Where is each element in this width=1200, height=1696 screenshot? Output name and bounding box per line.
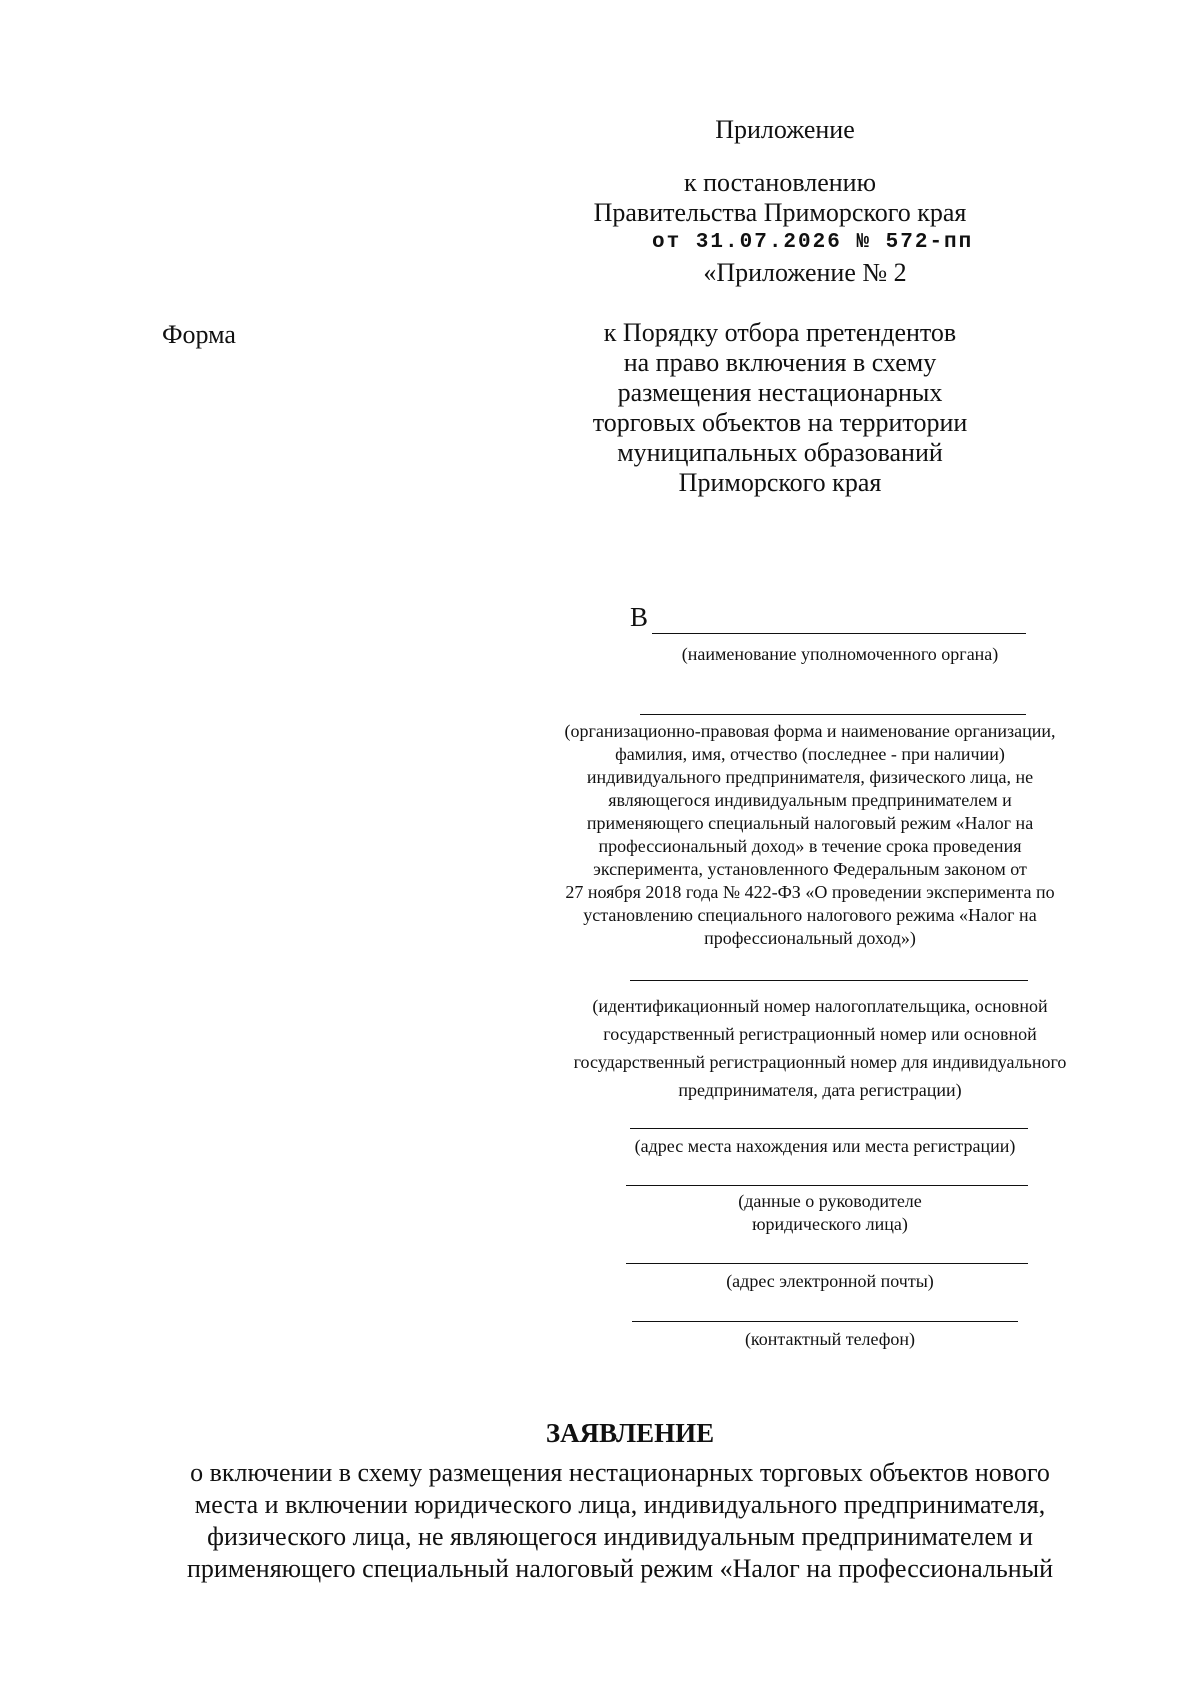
caption-line: предпринимателя, дата регистрации) [678,1080,962,1100]
to-resolution: к постановлению [683,168,877,197]
form-label: Форма [162,320,236,349]
authority-line [652,633,1026,634]
government-name: Правительства Приморского края [593,198,967,227]
address-line [630,1128,1028,1129]
caption-line: юридического лица) [752,1214,908,1234]
addressee-prefix: В [630,602,649,632]
caption-line: индивидуального предпринимателя, физического лица, не [586,767,1034,787]
head-caption [660,1190,1000,1236]
address-caption: (адрес места нахождения или места регистрации) [634,1136,1016,1156]
applicant-caption [520,720,1100,950]
phone-caption: (контактный телефон) [744,1329,916,1349]
order-line: на право включения в схему [623,348,937,377]
caption-line: (организационно-правовая форма и наименование организации, [564,721,1056,741]
order-reference [560,318,1000,498]
phone-line [632,1321,1018,1322]
order-line: размещения нестационарных [617,378,943,407]
email-caption: (адрес электронной почты) [726,1271,934,1291]
statement-line: физического лица, не являющегося индивидуальным предпринимателем и [207,1522,1033,1551]
head-line [626,1185,1028,1186]
tax-id-line [630,980,1028,981]
email-line [626,1263,1028,1264]
caption-line: (идентификационный номер налогоплательщика, основной [592,996,1048,1016]
caption-line: (данные о руководителе [738,1191,922,1211]
statement-title: ЗАЯВЛЕНИЕ [545,1418,715,1448]
order-line: Приморского края [678,468,882,497]
caption-line: установлению специального налогового режима «Налог на [583,905,1037,925]
caption-line: фамилия, имя, отчество (последнее - при наличии) [615,744,1005,764]
statement-line: о включении в схему размещения нестационарных торговых объектов нового [190,1458,1050,1487]
caption-line: профессиональный доход») [704,928,916,948]
authority-caption: (наименование уполномоченного органа) [681,644,999,664]
appendix-two: «Приложение № 2 [703,258,907,287]
caption-line: применяющего специальный налоговый режим «Налог на [586,813,1034,833]
caption-line: эксперимента, установленного Федеральным законом от [593,859,1027,879]
caption-line: 27 ноября 2018 года № 422-ФЗ «О проведении эксперимента по [565,882,1055,902]
order-line: к Порядку отбора претендентов [603,318,957,347]
caption-line: профессиональный доход» в течение срока проведения [598,836,1022,856]
statement-line: места и включении юридического лица, индивидуального предпринимателя, [194,1490,1046,1519]
appendix-title: Приложение [715,115,855,144]
statement-body [100,1457,1140,1585]
statement-line: применяющего специальный налоговый режим «Налог на профессиональный [186,1554,1053,1583]
caption-line: государственный регистрационный номер для индивидуального [573,1052,1067,1072]
caption-line: являющегося индивидуальным предпринимателем и [608,790,1012,810]
applicant-line [640,714,1026,715]
resolution-date-number: от 31.07.2026 № 572-пп [652,231,974,254]
order-line: муниципальных образований [617,438,943,467]
order-line: торговых объектов на территории [592,408,968,437]
caption-line: государственный регистрационный номер или основной [603,1024,1037,1044]
tax-id-caption [520,992,1120,1104]
